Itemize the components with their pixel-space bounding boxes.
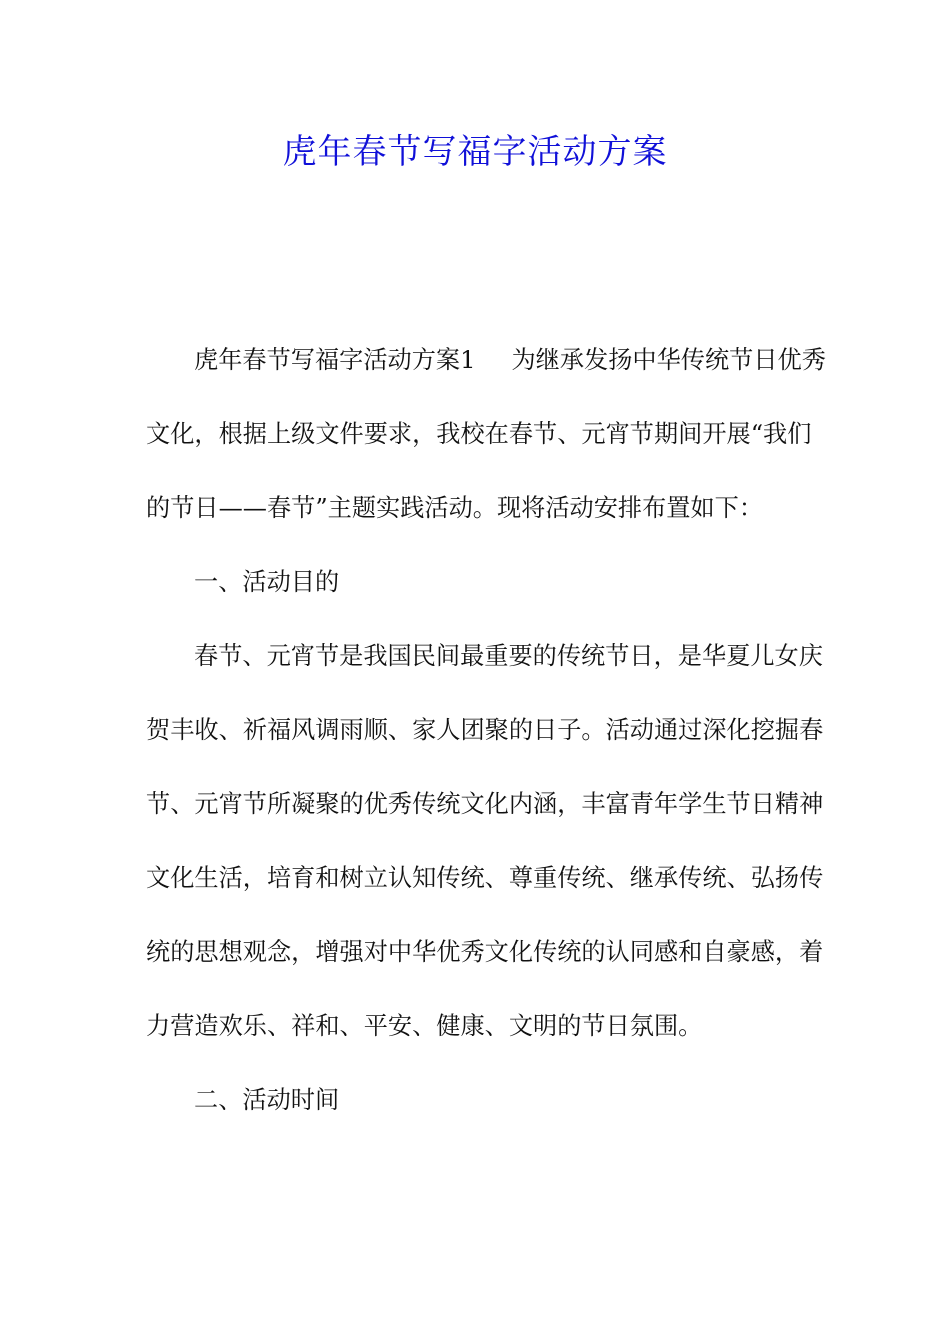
section-heading-time: 二、活动时间 (194, 1086, 340, 1114)
document-body (146, 323, 826, 1137)
intro-heading: 虎年春节写福字活动方案1 (194, 346, 476, 374)
section-paragraph-purpose: 春节、元宵节是我国民间最重要的传统节日，是华夏儿女庆贺丰收、祈福风调雨顺、家人团聚的日子。活动通过深化挖掘春节、元宵节所凝聚的优秀传统文化内涵，丰富青年学生节日精神文化生活，培育和树立认知传统、尊重传统、继承传统、弘扬传统的思想观念，增强对中华优秀文化传统的认同感和自豪感，着力营造欢乐、祥和、平安、健康、文明的节日氛围。 (146, 642, 824, 1040)
intro-paragraph (146, 323, 826, 545)
intro-text: 为继承发扬中华传统节日优秀文化，根据上级文件要求，我校在春节、元宵节期间开展“我们的节日——春节”主题实践活动。现将活动安排布置如下： (146, 346, 826, 522)
section-heading-purpose: 一、活动目的 (194, 568, 340, 596)
document-title: 虎年春节写福字活动方案 (282, 132, 668, 172)
